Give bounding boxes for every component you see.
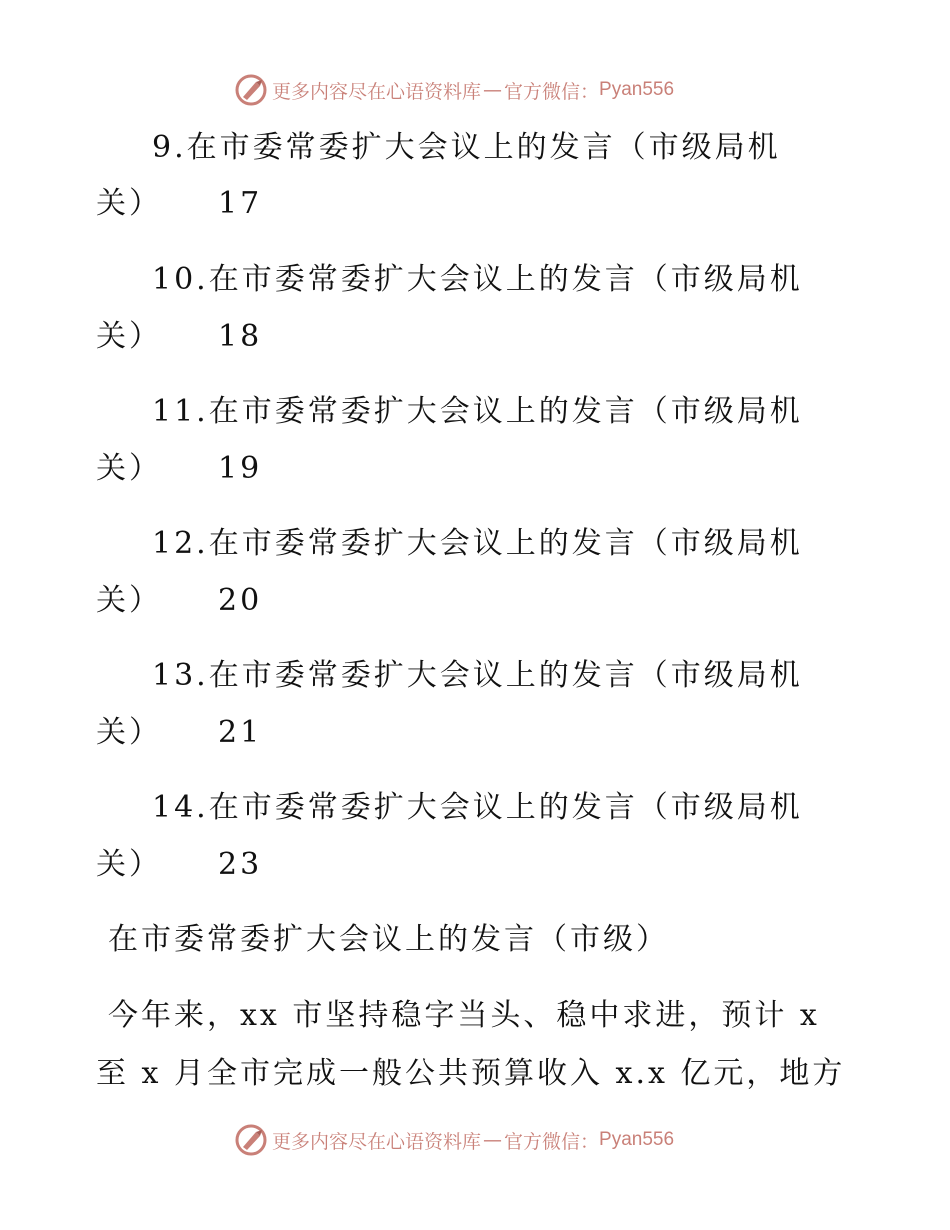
toc-entry-cont: 关） [96,715,162,750]
watermark-handle: Pyan556 [599,79,675,100]
toc-entry-title: 12.在市委常委扩大会议上的发言（市级局机 [152,526,803,561]
article-body-line: 至 x 月全市完成一般公共预算收入 x.x 亿元，地方 [96,1056,846,1091]
toc-entry-title: 10.在市委常委扩大会议上的发言（市级局机 [152,262,803,297]
toc-entry-title: 13.在市委常委扩大会议上的发言（市级局机 [152,658,803,693]
toc-entry-continuation [0,581,950,621]
pen-logo-icon [234,1123,268,1157]
toc-entry-cont: 关） [96,319,162,354]
toc-page-number: 17 [218,186,263,221]
watermark-label: 官方微信： [504,1130,600,1153]
watermark-label: 官方微信： [504,80,600,103]
watermark-footer [234,1122,674,1158]
toc-entry-title: 14.在市委常委扩大会议上的发言（市级局机 [152,790,803,825]
toc-entry-title: 9.在市委常委扩大会议上的发言（市级局机 [152,130,781,165]
watermark-separator: — [483,1129,503,1151]
toc-entry-continuation [0,184,950,224]
toc-entry-cont: 关） [96,451,162,486]
toc-page-number: 20 [218,583,263,618]
watermark-handle: Pyan556 [599,1129,675,1150]
watermark-separator: — [483,79,503,101]
toc-entry-title: 11.在市委常委扩大会议上的发言（市级局机 [152,394,803,429]
watermark-prefix: 更多内容尽在心语资料库 [272,1130,482,1153]
toc-page-number: 21 [218,715,263,750]
toc-entry-continuation [0,449,950,489]
toc-entry-continuation [0,845,950,885]
toc-page-number: 18 [218,319,263,354]
toc-page-number: 23 [218,847,263,882]
pen-logo-icon [234,73,268,107]
article-body-line: 今年来，xx 市坚持稳字当头、稳中求进，预计 x [108,998,820,1033]
toc-page-number: 19 [218,451,263,486]
watermark-header [234,72,674,108]
toc-entry-cont: 关） [96,847,162,882]
toc-entry-continuation [0,713,950,753]
article-heading: 在市委常委扩大会议上的发言（市级） [108,922,669,957]
toc-entry-cont: 关） [96,583,162,618]
toc-entry-cont: 关） [96,186,162,221]
watermark-prefix: 更多内容尽在心语资料库 [272,80,482,103]
toc-entry-continuation [0,317,950,357]
